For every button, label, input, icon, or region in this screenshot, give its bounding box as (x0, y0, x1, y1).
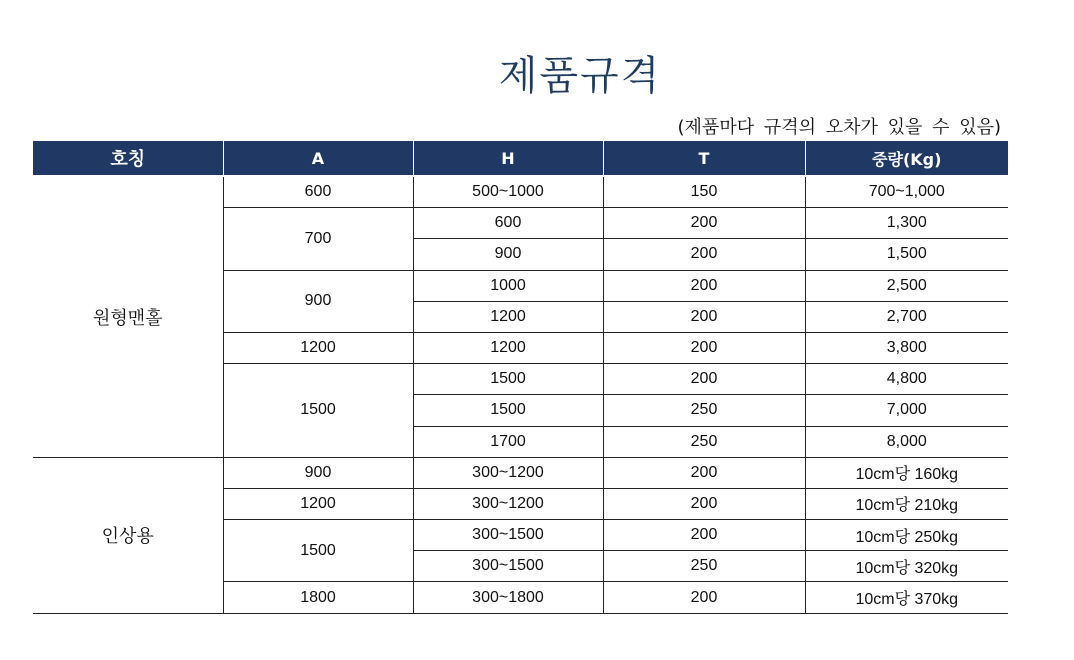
weight-cell: 7,000 (805, 395, 1008, 426)
t-cell: 250 (603, 426, 805, 457)
tolerance-note: (제품마다 규격의 오차가 있을 수 있음) (677, 117, 1001, 138)
h-cell: 1500 (413, 395, 603, 426)
weight-cell: 10cm당 320kg (805, 551, 1008, 582)
weight-cell: 1,500 (805, 239, 1008, 270)
h-cell: 900 (413, 239, 603, 270)
weight-cell: 1,300 (805, 208, 1008, 239)
header-t: T (603, 141, 805, 176)
header-name: 호칭 (33, 141, 223, 176)
a-cell: 700 (223, 208, 413, 270)
t-cell: 200 (603, 582, 805, 613)
a-cell: 600 (223, 176, 413, 208)
t-cell: 200 (603, 332, 805, 363)
t-cell: 250 (603, 395, 805, 426)
h-cell: 1500 (413, 364, 603, 395)
spec-body (33, 176, 1008, 613)
h-cell: 300~1500 (413, 520, 603, 551)
h-cell: 300~1500 (413, 551, 603, 582)
a-cell: 1800 (223, 582, 413, 613)
weight-cell: 10cm당 210kg (805, 488, 1008, 519)
h-cell: 1200 (413, 332, 603, 363)
t-cell: 200 (603, 301, 805, 332)
h-cell: 500~1000 (413, 176, 603, 208)
t-cell: 200 (603, 488, 805, 519)
weight-cell: 4,800 (805, 364, 1008, 395)
page-title: 제품규격 (498, 53, 662, 99)
table-row (33, 176, 1008, 208)
h-cell: 1700 (413, 426, 603, 457)
t-cell: 200 (603, 208, 805, 239)
weight-cell: 3,800 (805, 332, 1008, 363)
group-name-cell: 원형맨홀 (33, 176, 223, 457)
a-cell: 1500 (223, 364, 413, 458)
t-cell: 200 (603, 239, 805, 270)
t-cell: 200 (603, 270, 805, 301)
header-row (33, 141, 1008, 176)
t-cell: 200 (603, 364, 805, 395)
h-cell: 300~1800 (413, 582, 603, 613)
h-cell: 1000 (413, 270, 603, 301)
header-a: A (223, 141, 413, 176)
a-cell: 1500 (223, 520, 413, 582)
a-cell: 900 (223, 270, 413, 332)
h-cell: 600 (413, 208, 603, 239)
h-cell: 300~1200 (413, 457, 603, 488)
group-name-cell: 인상용 (33, 457, 223, 613)
a-cell: 900 (223, 457, 413, 488)
t-cell: 250 (603, 551, 805, 582)
weight-cell: 700~1,000 (805, 176, 1008, 208)
weight-cell: 10cm당 250kg (805, 520, 1008, 551)
h-cell: 1200 (413, 301, 603, 332)
table-row (33, 457, 1008, 488)
a-cell: 1200 (223, 332, 413, 363)
t-cell: 200 (603, 520, 805, 551)
weight-cell: 10cm당 160kg (805, 457, 1008, 488)
weight-cell: 10cm당 370kg (805, 582, 1008, 613)
weight-cell: 2,500 (805, 270, 1008, 301)
spec-table (33, 141, 1008, 614)
header-weight: 중량(Kg) (805, 141, 1008, 176)
header-h: H (413, 141, 603, 176)
weight-cell: 8,000 (805, 426, 1008, 457)
t-cell: 200 (603, 457, 805, 488)
a-cell: 1200 (223, 488, 413, 519)
h-cell: 300~1200 (413, 488, 603, 519)
t-cell: 150 (603, 176, 805, 208)
weight-cell: 2,700 (805, 301, 1008, 332)
